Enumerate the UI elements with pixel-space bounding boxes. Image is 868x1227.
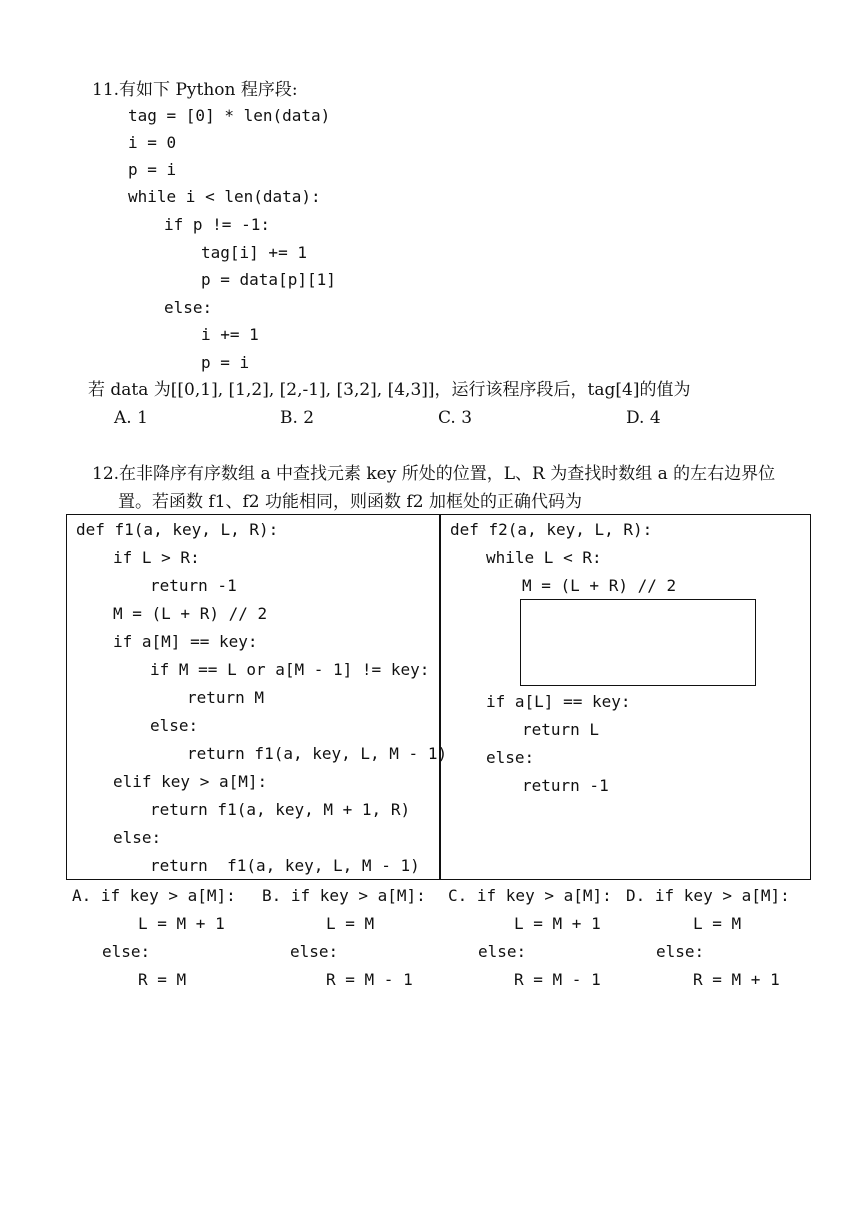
option-line: D. if key > a[M]: xyxy=(626,886,790,905)
option-line: L = M xyxy=(326,914,375,933)
f1-code-line: def f1(a, key, L, R): xyxy=(76,520,279,539)
f2-code-line: while L < R: xyxy=(486,548,602,567)
option-line: else: xyxy=(656,942,705,961)
f1-code-line: if M == L or a[M - 1] != key: xyxy=(150,660,430,679)
q11-option-a: A. 1 xyxy=(114,408,148,428)
q11-question: 若 data 为[[0,1], [1,2], [2,-1], [3,2], [4,3]]，运行该程序段后，tag[4]的值为 xyxy=(88,380,691,400)
q11-code-line: p = data[p][1] xyxy=(201,270,336,289)
option-line: R = M + 1 xyxy=(693,970,780,989)
option-line: R = M xyxy=(138,970,187,989)
f2-code-line: if a[L] == key: xyxy=(486,692,631,711)
option-line: R = M - 1 xyxy=(326,970,413,989)
option-line: else: xyxy=(102,942,151,961)
f1-code-line: elif key > a[M]: xyxy=(113,772,268,791)
f2-code-line: return -1 xyxy=(522,776,609,795)
q11-code-line: i = 0 xyxy=(128,133,177,152)
option-line: else: xyxy=(290,942,339,961)
q12-stem-line-2: 置。若函数 f1、f2 功能相同，则函数 f2 加框处的正确代码为 xyxy=(118,492,582,512)
f1-code-line: return f1(a, key, L, M - 1) xyxy=(187,744,448,763)
option-line: else: xyxy=(478,942,527,961)
blank-answer-box xyxy=(520,599,756,686)
f1-code-line: if a[M] == key: xyxy=(113,632,258,651)
q11-code-line: tag = [0] * len(data) xyxy=(128,106,331,125)
option-line: L = M xyxy=(693,914,742,933)
f1-code-line: else: xyxy=(150,716,199,735)
option-line: L = M + 1 xyxy=(514,914,601,933)
q12-stem-line-1: 12.在非降序有序数组 a 中查找元素 key 所处的位置，L、R 为查找时数组 a 的左右边界位 xyxy=(92,464,776,484)
q11-code-line: else: xyxy=(164,298,213,317)
option-line: R = M - 1 xyxy=(514,970,601,989)
q11-code-line: tag[i] += 1 xyxy=(201,243,307,262)
f1-code-line: return f1(a, key, L, M - 1) xyxy=(150,856,420,875)
q11-code-line: p = i xyxy=(201,353,250,372)
code-table-divider xyxy=(439,514,441,880)
f2-code-line: return L xyxy=(522,720,600,739)
f2-code-line: M = (L + R) // 2 xyxy=(522,576,677,595)
f1-code-line: return -1 xyxy=(150,576,237,595)
q11-code-line: p = i xyxy=(128,160,177,179)
f1-code-line: M = (L + R) // 2 xyxy=(113,604,268,623)
option-line: B. if key > a[M]: xyxy=(262,886,426,905)
f2-code-line: else: xyxy=(486,748,535,767)
f1-code-line: else: xyxy=(113,828,162,847)
f2-code-line: def f2(a, key, L, R): xyxy=(450,520,653,539)
q11-code-line: i += 1 xyxy=(201,325,259,344)
f1-code-line: if L > R: xyxy=(113,548,200,567)
q11-option-d: D. 4 xyxy=(626,408,661,428)
option-line: C. if key > a[M]: xyxy=(448,886,612,905)
q11-stem: 11.有如下 Python 程序段: xyxy=(92,80,298,100)
f1-code-line: return M xyxy=(187,688,265,707)
q11-code-line: if p != -1: xyxy=(164,215,270,234)
q11-option-c: C. 3 xyxy=(438,408,473,428)
q11-option-b: B. 2 xyxy=(280,408,315,428)
option-line: L = M + 1 xyxy=(138,914,225,933)
option-line: A. if key > a[M]: xyxy=(72,886,236,905)
f1-code-line: return f1(a, key, M + 1, R) xyxy=(150,800,411,819)
q11-code-line: while i < len(data): xyxy=(128,187,321,206)
